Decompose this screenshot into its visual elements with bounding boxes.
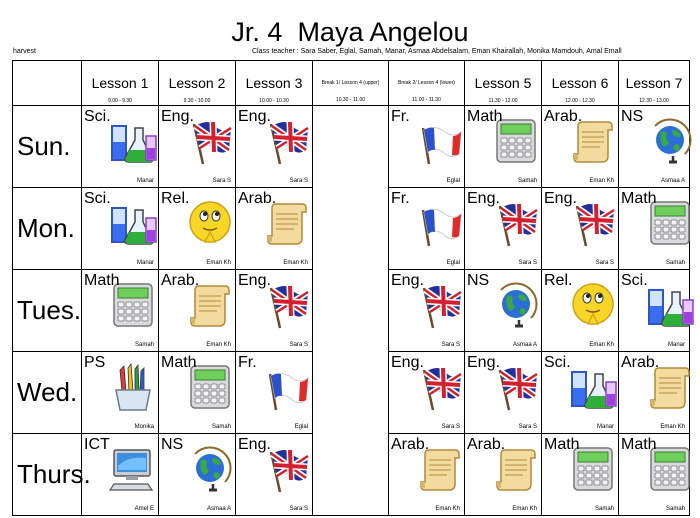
column-header	[159, 61, 236, 106]
lesson-subject: Eng.	[161, 108, 194, 125]
lesson-cell	[619, 188, 690, 270]
day-row	[13, 106, 690, 188]
lesson-cell	[236, 188, 313, 270]
lesson-subject: Arab.	[391, 436, 430, 453]
break-cell	[313, 106, 389, 516]
lesson-subject: Arab.	[238, 190, 277, 207]
lesson-cell	[542, 106, 619, 188]
lesson-teacher: Monika	[134, 424, 154, 430]
column-header	[236, 61, 313, 106]
science-icon	[108, 198, 158, 248]
science-icon	[645, 280, 695, 330]
lesson-subject: Eng.	[391, 354, 424, 371]
lesson-subject: Fr.	[391, 190, 410, 207]
day-label: Wed.	[13, 352, 82, 434]
lesson-cell	[389, 352, 465, 434]
column-header-label: Break 1/ Lesson 4 (upper)	[321, 80, 380, 86]
lesson-teacher: Manar	[667, 342, 685, 348]
lesson-teacher: Samah	[665, 260, 685, 266]
lesson-cell	[465, 270, 542, 352]
french-flag-icon	[415, 116, 465, 166]
column-header-label: Lesson 1	[91, 75, 149, 91]
lesson-cell	[82, 270, 159, 352]
lesson-subject: Fr.	[391, 108, 410, 125]
lesson-cell	[159, 270, 236, 352]
column-header	[389, 61, 465, 106]
lesson-teacher: Eman Kh	[206, 260, 231, 266]
computer-icon	[108, 444, 158, 494]
globe-icon	[185, 444, 235, 494]
lesson-subject: Math	[467, 108, 503, 125]
globe-icon	[645, 116, 695, 166]
timetable	[12, 60, 690, 516]
lesson-cell	[159, 434, 236, 516]
lesson-cell	[465, 352, 542, 434]
lesson-teacher: Sara S	[518, 260, 537, 266]
lesson-cell	[82, 106, 159, 188]
lesson-teacher: Samah	[517, 178, 537, 184]
column-header	[313, 61, 389, 106]
lesson-teacher: Samah	[665, 506, 685, 512]
column-header-label: Lesson 5	[474, 75, 532, 91]
lesson-cell	[82, 434, 159, 516]
lesson-teacher: Eglal	[294, 424, 308, 430]
lesson-subject: Eng.	[544, 190, 577, 207]
french-flag-icon	[415, 198, 465, 248]
corner-cell	[13, 61, 82, 106]
column-header	[465, 61, 542, 106]
lesson-teacher: Eman Kh	[589, 342, 614, 348]
column-header-label: Lesson 3	[245, 75, 303, 91]
lesson-subject: Sci.	[621, 272, 648, 289]
lesson-teacher: Sara S	[289, 178, 308, 184]
lesson-subject: Arab.	[621, 354, 660, 371]
lesson-teacher: Manar	[596, 424, 614, 430]
lesson-cell	[619, 270, 690, 352]
lesson-teacher: Eman Kh	[283, 260, 308, 266]
lesson-subject: Eng.	[238, 436, 271, 453]
column-header-time: 11.30 - 12.00	[488, 98, 518, 104]
day-label: Sun.	[13, 106, 82, 188]
lesson-cell	[236, 106, 313, 188]
lesson-cell	[389, 270, 465, 352]
column-header	[82, 61, 159, 106]
lesson-teacher: Sara S	[212, 178, 231, 184]
lesson-subject: ICT	[84, 436, 110, 453]
lesson-teacher: Eman Kh	[589, 178, 614, 184]
lesson-subject: Eng.	[391, 272, 424, 289]
lesson-subject: Eng.	[467, 190, 500, 207]
science-icon	[568, 362, 618, 412]
lesson-cell	[619, 434, 690, 516]
lesson-teacher: Manar	[136, 260, 154, 266]
lesson-teacher: Samah	[134, 342, 154, 348]
lesson-subject: NS	[621, 108, 644, 125]
lesson-cell	[465, 434, 542, 516]
column-header-label: Lesson 2	[168, 75, 226, 91]
column-header-label: Lesson 6	[551, 75, 609, 91]
lesson-cell	[542, 352, 619, 434]
lesson-teacher: Samah	[211, 424, 231, 430]
lesson-teacher: Eman Kh	[512, 506, 537, 512]
timetable-title: Jr. 4 Maya Angelou	[231, 17, 469, 47]
lesson-cell	[542, 270, 619, 352]
lesson-cell	[542, 188, 619, 270]
header-row	[13, 61, 690, 106]
lesson-subject: Math	[621, 436, 657, 453]
day-label: Tues.	[13, 270, 82, 352]
lesson-subject: Arab.	[544, 108, 583, 125]
lesson-cell	[465, 188, 542, 270]
lesson-teacher: Sara S	[441, 342, 460, 348]
lesson-cell	[236, 434, 313, 516]
column-header	[542, 61, 619, 106]
lesson-subject: Math	[161, 354, 197, 371]
lesson-subject: Math	[84, 272, 120, 289]
lesson-subject: Arab.	[467, 436, 506, 453]
column-header-time: 12.00 - 12.30	[565, 98, 595, 104]
lesson-subject: Sci.	[544, 354, 571, 371]
lesson-cell	[619, 352, 690, 434]
lesson-cell	[389, 188, 465, 270]
lesson-subject: Rel.	[544, 272, 573, 289]
lesson-teacher: Eman Kh	[206, 342, 231, 348]
lesson-subject: NS	[467, 272, 490, 289]
column-header-label: Lesson 7	[625, 75, 683, 91]
day-label: Thurs.	[13, 434, 82, 516]
lesson-teacher: Sara S	[289, 342, 308, 348]
school-name: harvest	[13, 48, 36, 55]
lesson-subject: Arab.	[161, 272, 200, 289]
praying-smiley-icon	[568, 280, 618, 330]
lesson-subject: Math	[544, 436, 580, 453]
science-icon	[108, 116, 158, 166]
lesson-cell	[82, 352, 159, 434]
column-header-label: Break 2/ Lesson 4 (lower)	[398, 80, 455, 86]
column-header-time: 11.00 - 11.30	[412, 97, 441, 103]
lesson-subject: PS	[84, 354, 106, 371]
lesson-cell	[159, 106, 236, 188]
column-header-time: 12.30 - 13.00	[639, 98, 669, 104]
lesson-subject: Eng.	[467, 354, 500, 371]
lesson-teacher: Asmaa A	[660, 178, 685, 184]
lesson-subject: Sci.	[84, 190, 111, 207]
lesson-cell	[619, 106, 690, 188]
lesson-subject: Eng.	[238, 272, 271, 289]
column-header-time: 10.30 - 11.00	[335, 97, 366, 103]
lesson-cell	[389, 434, 465, 516]
lesson-teacher: Samah	[594, 506, 614, 512]
praying-smiley-icon	[185, 198, 235, 248]
lesson-cell	[465, 106, 542, 188]
lesson-teacher: Eglal	[446, 260, 460, 266]
lesson-cell	[236, 270, 313, 352]
lesson-subject: Rel.	[161, 190, 190, 207]
pencils-icon	[108, 362, 158, 412]
lesson-teacher: Eman Kh	[660, 424, 685, 430]
lesson-teacher: Manar	[136, 178, 154, 184]
globe-icon	[491, 280, 541, 330]
lesson-teacher: Eman Kh	[435, 506, 460, 512]
lesson-teacher: Asmaa A	[206, 506, 231, 512]
lesson-subject: Math	[621, 190, 657, 207]
lesson-subject: Fr.	[238, 354, 257, 371]
french-flag-icon	[262, 362, 312, 412]
lesson-teacher: Sara S	[518, 424, 537, 430]
lesson-subject: NS	[161, 436, 184, 453]
column-header-time: 9.30 - 10.00	[183, 98, 211, 104]
column-header	[619, 61, 690, 106]
lesson-cell	[159, 352, 236, 434]
column-header-time: 9.00 - 9.30	[108, 98, 132, 104]
lesson-teacher: Asmaa A	[512, 342, 537, 348]
lesson-teacher: Sara S	[289, 506, 308, 512]
day-label: Mon.	[13, 188, 82, 270]
lesson-cell	[82, 188, 159, 270]
lesson-teacher: Sara S	[441, 424, 460, 430]
lesson-teacher: Amel E	[134, 506, 154, 512]
lesson-cell	[389, 106, 465, 188]
lesson-cell	[542, 434, 619, 516]
lesson-teacher: Sara S	[595, 260, 614, 266]
lesson-teacher: Eglal	[446, 178, 460, 184]
lesson-subject: Eng.	[238, 108, 271, 125]
class-teacher-line: Class teacher : Sara Saber, Eglal, Samah, Manar, Asmaa Abdelsalam, Eman Khairallah, Monika Mamdouh, Amal Emall	[252, 48, 622, 55]
lesson-cell	[236, 352, 313, 434]
column-header-time: 10.00 - 10.30	[259, 98, 289, 104]
lesson-subject: Sci.	[84, 108, 111, 125]
lesson-cell	[159, 188, 236, 270]
